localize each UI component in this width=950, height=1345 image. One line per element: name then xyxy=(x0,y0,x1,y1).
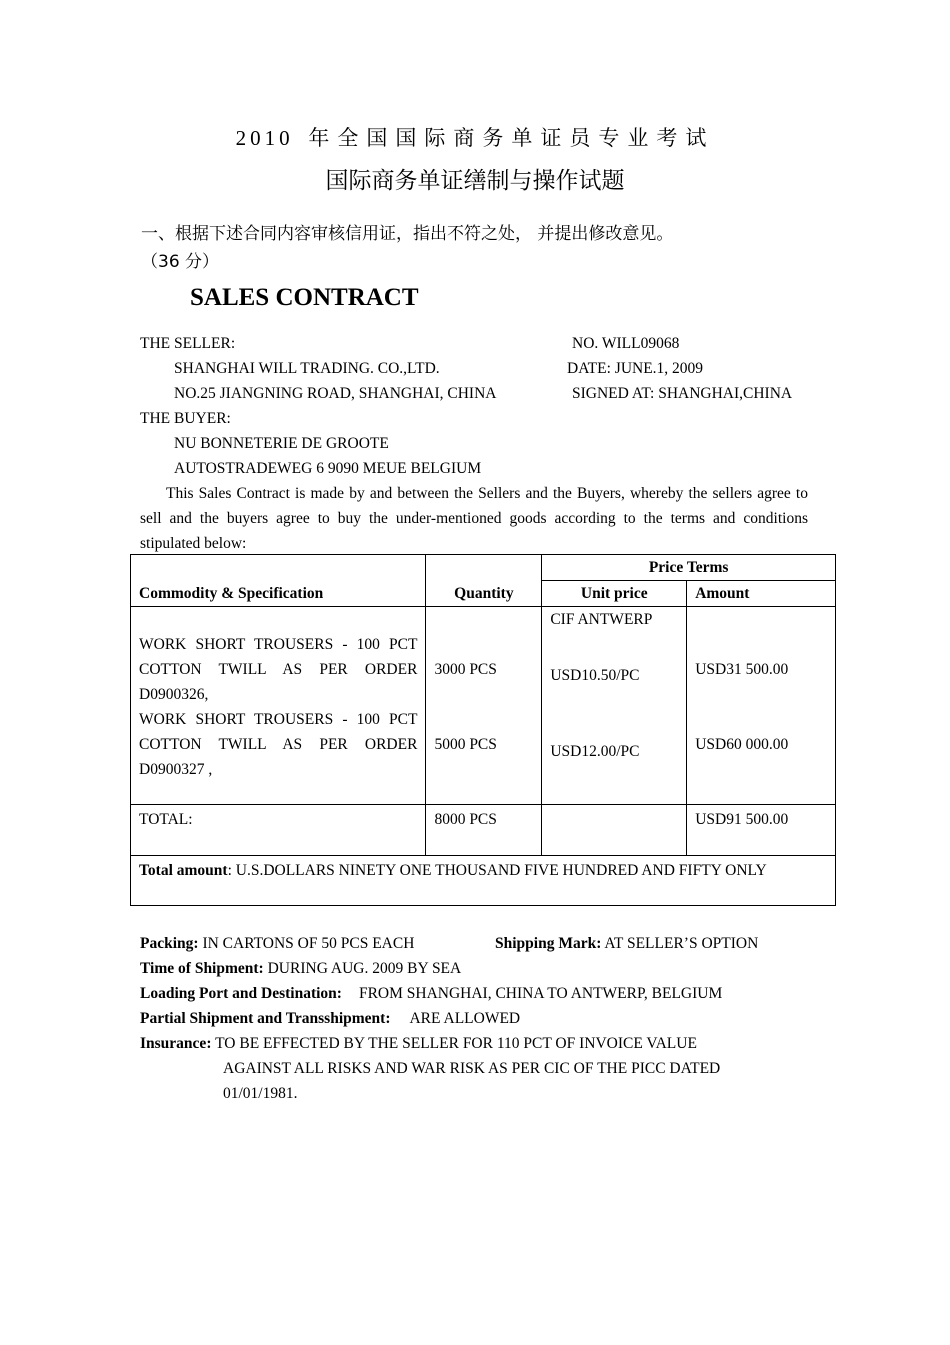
seller-address: NO.25 JIANGNING ROAD, SHANGHAI, CHINA xyxy=(174,385,497,402)
shipment-time-value: DURING AUG. 2009 BY SEA xyxy=(267,960,462,977)
total-amount: USD91 500.00 xyxy=(687,805,836,856)
insurance-term xyxy=(140,1031,697,1056)
insurance-line-2: AGAINST ALL RISKS AND WAR RISK AS PER CIC OF THE PICC DATED xyxy=(223,1060,721,1077)
ports-label: Loading Port and Destination: xyxy=(140,985,342,1002)
total-words-label: Total amount xyxy=(139,862,228,879)
packing-value: IN CARTONS OF 50 PCS EACH xyxy=(202,935,415,952)
partial-shipment-label: Partial Shipment and Transshipment: xyxy=(140,1010,391,1027)
amount-cell xyxy=(687,607,836,805)
partial-shipment-term xyxy=(140,1006,520,1031)
packing-term xyxy=(140,931,414,956)
shipment-time-label: Time of Shipment: xyxy=(140,960,264,977)
total-words-text: : U.S.DOLLARS NINETY ONE THOUSAND FIVE HUNDRED AND FIFTY ONLY xyxy=(227,862,767,879)
buyer-address: AUTOSTRADEWEG 6 9090 MEUE BELGIUM xyxy=(174,460,482,477)
item-2-description xyxy=(139,707,417,782)
item-2-line-1: WORK SHORT TROUSERS - 100 PCT xyxy=(139,711,418,728)
contract-heading: SALES CONTRACT xyxy=(190,284,419,311)
header-price-terms: Price Terms xyxy=(542,555,836,581)
item-1-quantity: 3000 PCS xyxy=(434,661,497,678)
question-line-2: （36 分） xyxy=(141,252,220,272)
shipment-time-term xyxy=(140,956,461,981)
partial-shipment-value: ARE ALLOWED xyxy=(409,1010,521,1027)
insurance-label: Insurance: xyxy=(140,1035,212,1052)
contract-intro-text: This Sales Contract is made by and between the Sellers and the Buyers, whereby the sellers agree to sell and the buyers agree to buy the under-mentioned goods according to the terms and conditions stipulated below: xyxy=(140,485,808,552)
seller-name: SHANGHAI WILL TRADING. CO.,LTD. xyxy=(174,360,440,377)
question-text xyxy=(141,220,673,276)
total-quantity: 8000 PCS xyxy=(426,805,542,856)
item-1-line-1: WORK SHORT TROUSERS - 100 PCT xyxy=(139,636,418,653)
item-2-amount: USD60 000.00 xyxy=(695,736,789,753)
packing-label: Packing: xyxy=(140,935,199,952)
total-label: TOTAL: xyxy=(131,805,426,856)
contract-number: NO. WILL09068 xyxy=(572,335,680,352)
header-commodity: Commodity & Specification xyxy=(131,555,426,607)
item-1-description xyxy=(139,632,417,707)
unit-price-cell xyxy=(542,607,687,805)
item-2-quantity: 5000 PCS xyxy=(434,736,497,753)
header-quantity: Quantity xyxy=(426,555,542,607)
item-2-line-3: D0900327 , xyxy=(139,761,213,778)
contract-intro xyxy=(140,481,808,556)
item-1-line-3: D0900326, xyxy=(139,686,209,703)
exam-title-text: 年全国国际商务单证员专业考试 xyxy=(308,126,715,150)
item-1-unit-price: USD10.50/PC xyxy=(550,667,640,684)
shipping-mark-term xyxy=(495,931,758,956)
question-line-1: 一、根据下述合同内容审核信用证，指出不符之处， 并提出修改意见。 xyxy=(141,224,674,244)
commodity-cell xyxy=(131,607,426,805)
total-amount-words xyxy=(131,856,836,906)
quantity-cell xyxy=(426,607,542,805)
header-amount: Amount xyxy=(687,581,836,607)
shipping-mark-label: Shipping Mark: xyxy=(495,935,602,952)
trade-term: CIF ANTWERP xyxy=(550,611,653,628)
signed-at: SIGNED AT: SHANGHAI,CHINA xyxy=(572,385,793,402)
goods-table xyxy=(130,554,836,906)
shipping-mark-value: AT SELLER’S OPTION xyxy=(604,935,759,952)
insurance-line-3: 01/01/1981. xyxy=(223,1085,298,1102)
header-unit-price: Unit price xyxy=(542,581,687,607)
exam-year: 2010 xyxy=(235,126,294,150)
ports-term xyxy=(140,981,722,1006)
total-unit-price-empty xyxy=(542,805,687,856)
item-2-unit-price: USD12.00/PC xyxy=(550,743,640,760)
insurance-line-1: TO BE EFFECTED BY THE SELLER FOR 110 PCT OF INVOICE VALUE xyxy=(215,1035,697,1052)
buyer-label: THE BUYER: xyxy=(140,410,231,427)
exam-title xyxy=(0,122,950,152)
item-1-amount: USD31 500.00 xyxy=(695,661,789,678)
seller-label: THE SELLER: xyxy=(140,335,236,352)
exam-subtitle: 国际商务单证缮制与操作试题 xyxy=(325,168,625,194)
ports-value: FROM SHANGHAI, CHINA TO ANTWERP, BELGIUM xyxy=(358,985,723,1002)
item-2-line-2: COTTON TWILL AS PER ORDER xyxy=(139,736,418,753)
contract-date: DATE: JUNE.1, 2009 xyxy=(567,360,704,377)
item-1-line-2: COTTON TWILL AS PER ORDER xyxy=(139,661,418,678)
buyer-name: NU BONNETERIE DE GROOTE xyxy=(174,435,389,452)
